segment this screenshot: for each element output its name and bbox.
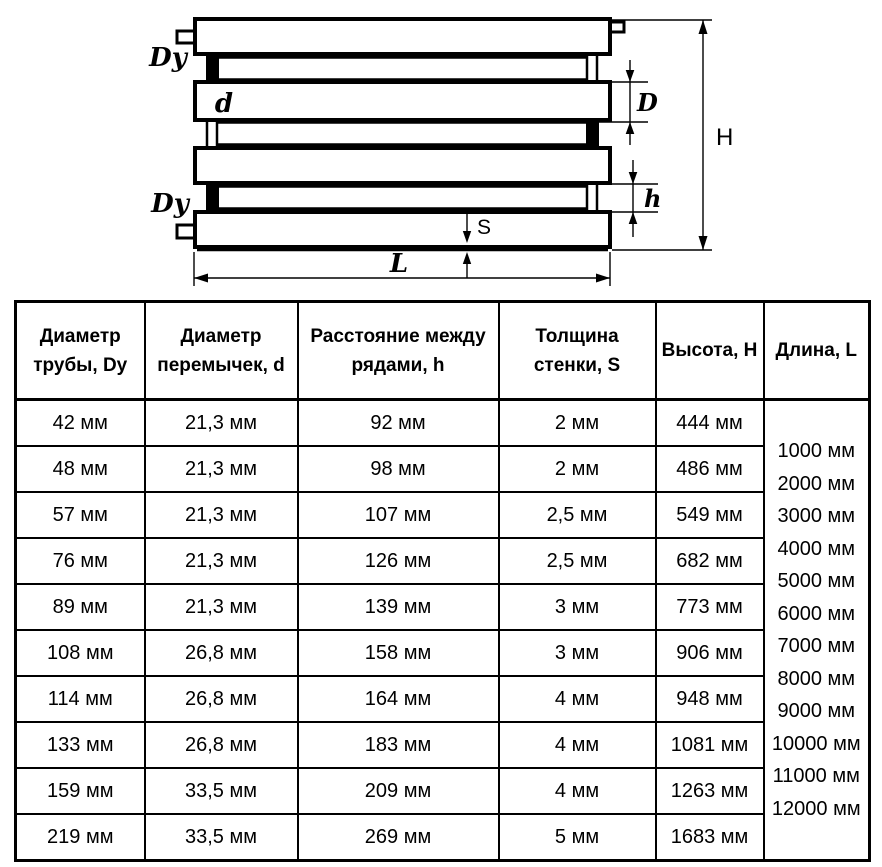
column-header-height: Высота, H: [656, 302, 764, 400]
table-row: [16, 768, 870, 814]
table-cell: 773 мм: [656, 584, 764, 630]
table-cell: 57 мм: [16, 492, 145, 538]
table-cell: 4 мм: [499, 676, 656, 722]
jumper-left-outline: [207, 118, 217, 150]
table-cell: 3 мм: [499, 584, 656, 630]
arrowhead-up: [626, 122, 635, 134]
label-height-H: H: [716, 124, 734, 151]
arrowhead-right: [596, 274, 610, 283]
table-cell: 2,5 мм: [499, 538, 656, 584]
table-cell: 682 мм: [656, 538, 764, 584]
label-nozzle-diameter-dy-top: Dy: [149, 43, 187, 73]
length-option: 12000 мм: [771, 797, 861, 820]
table-cell: 164 мм: [298, 676, 499, 722]
table-cell: 21,3 мм: [145, 538, 298, 584]
table-row: [16, 630, 870, 676]
table-cell: 108 мм: [16, 630, 145, 676]
pipe-row-back: [212, 57, 590, 80]
table-cell: 139 мм: [298, 584, 499, 630]
table-cell: 269 мм: [298, 814, 499, 861]
column-header-jumper-diameter: Диаметр перемычек, d: [145, 302, 298, 400]
length-option: 8000 мм: [777, 667, 856, 690]
table-cell: 1683 мм: [656, 814, 764, 861]
table-cell: 2 мм: [499, 400, 656, 447]
table-cell: 948 мм: [656, 676, 764, 722]
length-options-cell: [764, 400, 870, 861]
length-option: 2000 мм: [777, 472, 856, 495]
table-cell: 76 мм: [16, 538, 145, 584]
label-row-spacing-h: h: [644, 184, 662, 213]
table-cell: 33,5 мм: [145, 814, 298, 861]
table-cell: 42 мм: [16, 400, 145, 447]
table-cell: 4 мм: [499, 722, 656, 768]
table-cell: 21,3 мм: [145, 492, 298, 538]
pipe-row-front: [195, 19, 610, 54]
jumper-right-outline: [587, 183, 597, 214]
arrowhead-down: [629, 172, 638, 184]
arrowhead-up: [629, 212, 638, 224]
table-row: [16, 584, 870, 630]
dimension-h: [612, 160, 661, 237]
table-cell: 21,3 мм: [145, 584, 298, 630]
table-cell: 26,8 мм: [145, 676, 298, 722]
table-row: [16, 814, 870, 861]
pipe-row-back: [212, 122, 590, 145]
table-cell: 209 мм: [298, 768, 499, 814]
column-header-pipe-diameter: Диаметр трубы, Dy: [16, 302, 145, 400]
table-cell: 114 мм: [16, 676, 145, 722]
length-option: 6000 мм: [777, 602, 856, 625]
label-wall-thickness-S: S: [477, 216, 492, 239]
table-cell: 26,8 мм: [145, 630, 298, 676]
pipe-row-front: [195, 82, 610, 120]
label-nozzle-diameter-dy-bottom: Dy: [151, 189, 189, 219]
table-row: [16, 400, 870, 447]
arrowhead-up: [463, 252, 471, 264]
table-cell: 549 мм: [656, 492, 764, 538]
spec-table: [14, 300, 871, 862]
length-option: 10000 мм: [771, 732, 861, 755]
register-pipe-diagram: [0, 0, 882, 298]
table-cell: 5 мм: [499, 814, 656, 861]
table-cell: 486 мм: [656, 446, 764, 492]
length-option: 11000 мм: [772, 765, 860, 787]
length-option: 4000 мм: [777, 537, 856, 560]
length-option: 1000 мм: [777, 440, 856, 462]
table-cell: 92 мм: [298, 400, 499, 447]
table-cell: 26,8 мм: [145, 722, 298, 768]
table-cell: 219 мм: [16, 814, 145, 861]
table-cell: 158 мм: [298, 630, 499, 676]
table-cell: 183 мм: [298, 722, 499, 768]
table-row: [16, 538, 870, 584]
table-cell: 2,5 мм: [499, 492, 656, 538]
label-jumper-diameter-d: d: [214, 89, 234, 119]
table-row: [16, 676, 870, 722]
dimension-L: [194, 249, 610, 286]
table-cell: 444 мм: [656, 400, 764, 447]
table-cell: 21,3 мм: [145, 400, 298, 447]
table-cell: 4 мм: [499, 768, 656, 814]
table-cell: 2 мм: [499, 446, 656, 492]
pipe-row-front: [195, 212, 610, 247]
table-cell: 48 мм: [16, 446, 145, 492]
length-option: 7000 мм: [777, 635, 856, 657]
table-cell: 98 мм: [298, 446, 499, 492]
pipe-row-front: [195, 148, 610, 183]
table-cell: 33,5 мм: [145, 768, 298, 814]
table-cell: 1081 мм: [656, 722, 764, 768]
column-header-length: Длина, L: [764, 302, 870, 400]
table-row: [16, 492, 870, 538]
length-option: 9000 мм: [777, 700, 856, 722]
jumper-right-outline: [587, 53, 597, 84]
table-cell: 906 мм: [656, 630, 764, 676]
table-cell: 89 мм: [16, 584, 145, 630]
label-length-L: L: [389, 249, 409, 279]
table-cell: 126 мм: [298, 538, 499, 584]
table-cell: 133 мм: [16, 722, 145, 768]
length-option: 5000 мм: [777, 570, 856, 592]
arrowhead-left: [194, 274, 208, 283]
table-row: [16, 722, 870, 768]
arrowhead-down: [626, 70, 635, 82]
column-header-wall-thickness: Толщина стенки, S: [499, 302, 656, 400]
table-cell: 21,3 мм: [145, 446, 298, 492]
column-header-row-spacing: Расстояние между рядами, h: [298, 302, 499, 400]
table-cell: 107 мм: [298, 492, 499, 538]
header-row: [16, 302, 870, 400]
arrowhead-up: [699, 20, 708, 34]
table-cell: 3 мм: [499, 630, 656, 676]
label-diameter-D: D: [637, 88, 658, 117]
table-cell: 1263 мм: [656, 768, 764, 814]
length-options-list: [768, 402, 866, 858]
table-row: [16, 446, 870, 492]
pipe-row-back: [212, 186, 590, 209]
arrowhead-down: [699, 236, 708, 250]
length-option: 3000 мм: [777, 505, 856, 527]
table-cell: 159 мм: [16, 768, 145, 814]
